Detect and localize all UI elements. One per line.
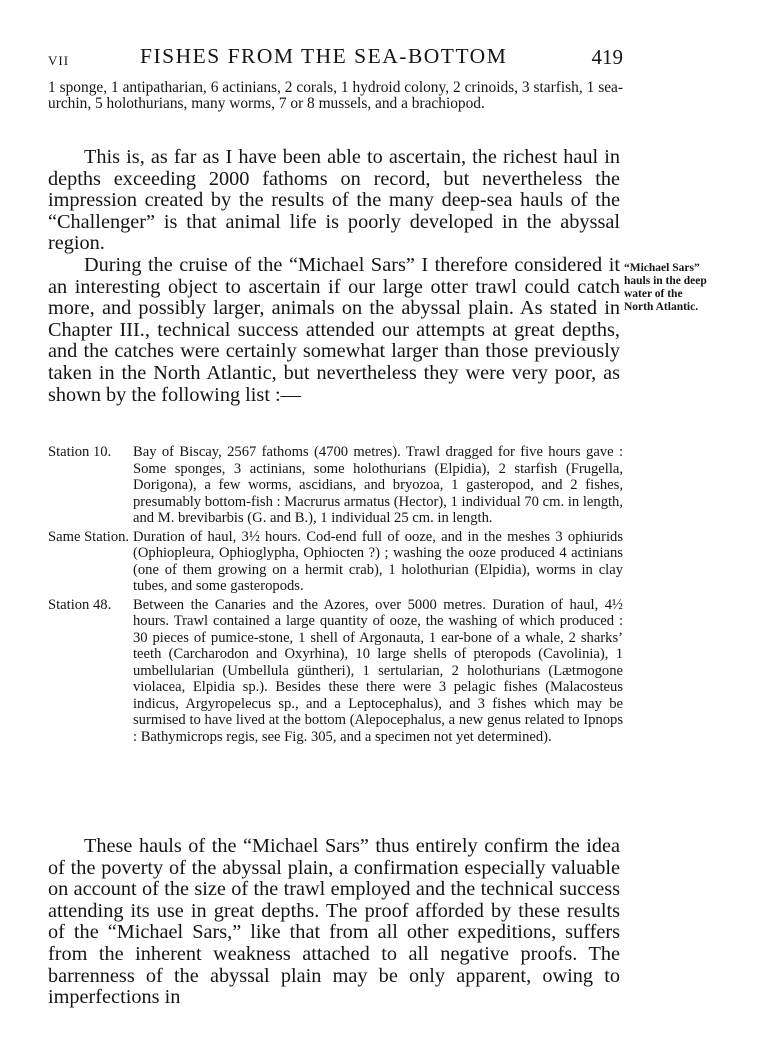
paragraph-michael-sars-cruise: During the cruise of the “Michael Sars” I therefore considered it an interesting object to ascertain if our large otter trawl could catch more, and possibly larger, animals on the abyssal plain. As stated in Chapter III., technical success attended our attempts at great depths, and the catches were certainly somewhat larger than those previously taken in the North Atlantic, but nevertheless they were very poor, as shown by the following list :— (48, 253, 620, 406)
station-entry (48, 529, 623, 595)
paragraph-richest-haul: This is, as far as I have been able to ascertain, the richest haul in depths exceeding 2000 fathoms on record, but nevertheless the impression created by the results of the many deep-sea hauls of the “Challenger” is that animal life is poorly developed in the abyssal region. (48, 146, 620, 255)
station-description: Between the Canaries and the Azores, over 5000 metres. Duration of haul, 4½ hours. Trawl contained a large quantity of ooze, the washing of which produced : 30 pieces of pumice-stone, 1 shell of Argonauta, 1 ear-bone of a whale, 2 sharks’ teeth (Carcharodon and Oxyrhina), 10 large shells of pteropods (Cavolinia), 1 umbellularian (Umbellula güntheri), 1 sertularian, 2 holothurians (Lætmogone violacea, Elpidia sp.). Besides these there were 3 pelagic fishes (Malacosteus indicus, Argyropelecus sp., and a Leptocephalus), and 3 fishes which may be surmised to have lived at the bottom (Alepocephalus, a new genus related to Ipnops : Bathymicrops regis, see Fig. 305, and a specimen not yet determined). (133, 596, 623, 745)
running-title: FISHES FROM THE SEA-BOTTOM (140, 44, 508, 68)
station-label: Station 10. (48, 444, 112, 460)
station-label: Same Station. (48, 528, 130, 545)
chapter-number: VII (48, 53, 70, 68)
closing-text-block (48, 836, 620, 1009)
station-entry (48, 444, 623, 527)
station-description: Bay of Biscay, 2567 fathoms (4700 metres). Trawl dragged for five hours gave : Some sponges, 3 actinians, some holothurians (Elpidia), 2 starfish (Frugella, Dorigona), a few worms, ascidians, and bryozoa, 1 gasteropod, and 2 fishes, presumably bottom-fish : Macrurus armatus (Hector), 1 individual 70 cm. in length, and M. brevibarbis (G. and B.), 1 individual 25 cm. in length. (133, 444, 623, 526)
station-list (48, 444, 623, 745)
page-number: 419 (591, 45, 623, 69)
paragraph-confirmation: These hauls of the “Michael Sars” thus entirely confirm the idea of the poverty of the abyssal plain, a confirmation especially valuable on account of the size of the trawl employed and the technical success attending its use in great depths. The proof afforded by these results of the “Michael Sars,” like that from all other expeditions, suffers from the inherent weakness attached to all negative proofs. The barrenness of the abyssal plain may be only apparent, owing to imperfections in (48, 835, 620, 1009)
main-text-block (48, 147, 620, 406)
station-label: Station 48. (48, 596, 112, 613)
running-header (48, 44, 623, 74)
intro-list-continuation: 1 sponge, 1 antipatharian, 6 actinians, 2 corals, 1 hydroid colony, 2 crinoids, 3 starfish, 1 sea-urchin, 5 holothurians, many worms, 7 or 8 mussels, and a brachiopod. (48, 79, 623, 112)
margin-sidenote: “Michael Sars” hauls in the deep water of the North Atlantic. (624, 262, 707, 313)
station-entry (48, 597, 623, 746)
station-description: Duration of haul, 3½ hours. Cod-end full of ooze, and in the meshes 3 ophiurids (Ophiopleura, Ophioglypha, Ophiocten ?) ; washing the ooze produced 4 actinians (one of them growing on a hermit crab), 1 holothurian (Elpidia), worms in clay tubes, and some gasteropods. (133, 528, 623, 594)
